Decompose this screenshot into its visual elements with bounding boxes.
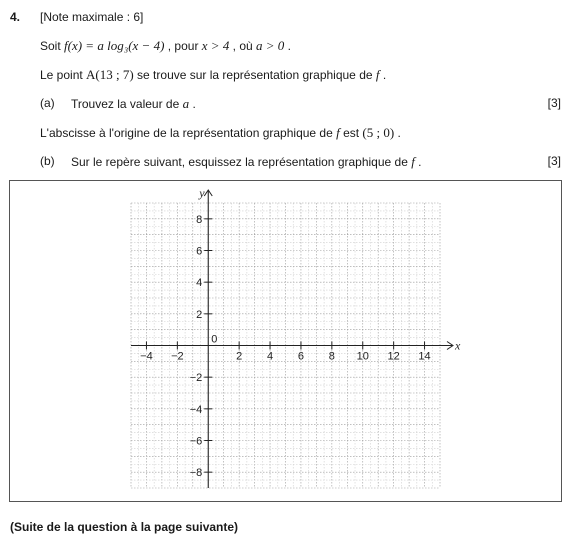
part-a-end: .	[189, 97, 196, 111]
y-axis-label: y	[199, 186, 205, 200]
intercept-mid: est	[339, 126, 363, 140]
part-b-marks: [3]	[547, 154, 561, 168]
part-b-end: .	[414, 155, 422, 169]
function-definition: f(x) = a log₃(x − 4)	[64, 38, 165, 53]
y-tick-label: −4	[189, 403, 203, 416]
answer-box	[9, 180, 562, 502]
intercept-end: .	[394, 126, 401, 140]
point-prefix: Le point	[40, 68, 87, 82]
y-tick-label: 6	[196, 245, 203, 258]
point-suffix: se trouve sur la représentation graphique de	[133, 68, 376, 82]
x-tick-label: 6	[297, 350, 305, 363]
part-b-line	[71, 154, 422, 170]
part-a-label: (a)	[40, 96, 55, 110]
x-tick-label: 8	[328, 350, 335, 363]
y-tick-label: 2	[196, 308, 203, 321]
part-a-var: a	[182, 96, 190, 111]
x-tick-label: 4	[266, 350, 274, 363]
max-mark: [Note maximale : 6]	[40, 10, 144, 24]
x-axis-label: x	[455, 338, 461, 353]
y-tick-label: −2	[189, 372, 203, 385]
point-line	[40, 67, 386, 83]
part-b-label: (b)	[40, 154, 55, 168]
part-b-var: f	[411, 154, 415, 169]
part-a-line	[71, 96, 196, 112]
x-tick-label: 2	[236, 350, 243, 363]
intercept-f: f	[336, 125, 340, 140]
intro-line	[40, 38, 291, 54]
continued-note: (Suite de la question à la page suivante)	[10, 520, 239, 534]
x-tick-label: 14	[418, 350, 431, 363]
x-tick-label: −4	[140, 350, 153, 363]
intercept-point: (5 ; 0)	[362, 125, 395, 140]
question-number: 4.	[10, 10, 21, 24]
intro-mid2: , où	[229, 39, 257, 53]
intro-prefix: Soit	[40, 39, 65, 53]
point-a: A(13 ; 7)	[86, 67, 134, 82]
y-tick-label: −8	[189, 467, 203, 480]
y-tick-label: 4	[196, 277, 203, 290]
point-f: f	[375, 67, 380, 82]
domain-condition: x > 4	[201, 38, 230, 53]
part-a-marks: [3]	[547, 96, 561, 110]
y-tick-label: 8	[196, 213, 203, 226]
coordinate-grid[interactable]	[10, 181, 561, 501]
point-end: .	[379, 68, 387, 82]
y-tick-label: −6	[189, 435, 203, 448]
part-b-text: Sur le repère suivant, esquissez la représentation graphique de	[71, 155, 412, 169]
x-tick-label: −2	[171, 350, 184, 363]
x-tick-label: 12	[387, 350, 400, 363]
intercept-prefix: L'abscisse à l'origine de la représentation graphique de	[40, 126, 337, 140]
intro-mid1: , pour	[164, 39, 202, 53]
x-tick-label: 10	[356, 350, 369, 363]
origin-label: 0	[211, 333, 218, 346]
intercept-line	[40, 125, 401, 141]
parameter-condition: a > 0	[256, 38, 285, 53]
intro-end: .	[284, 39, 291, 53]
part-a-text: Trouvez la valeur de	[71, 97, 183, 111]
